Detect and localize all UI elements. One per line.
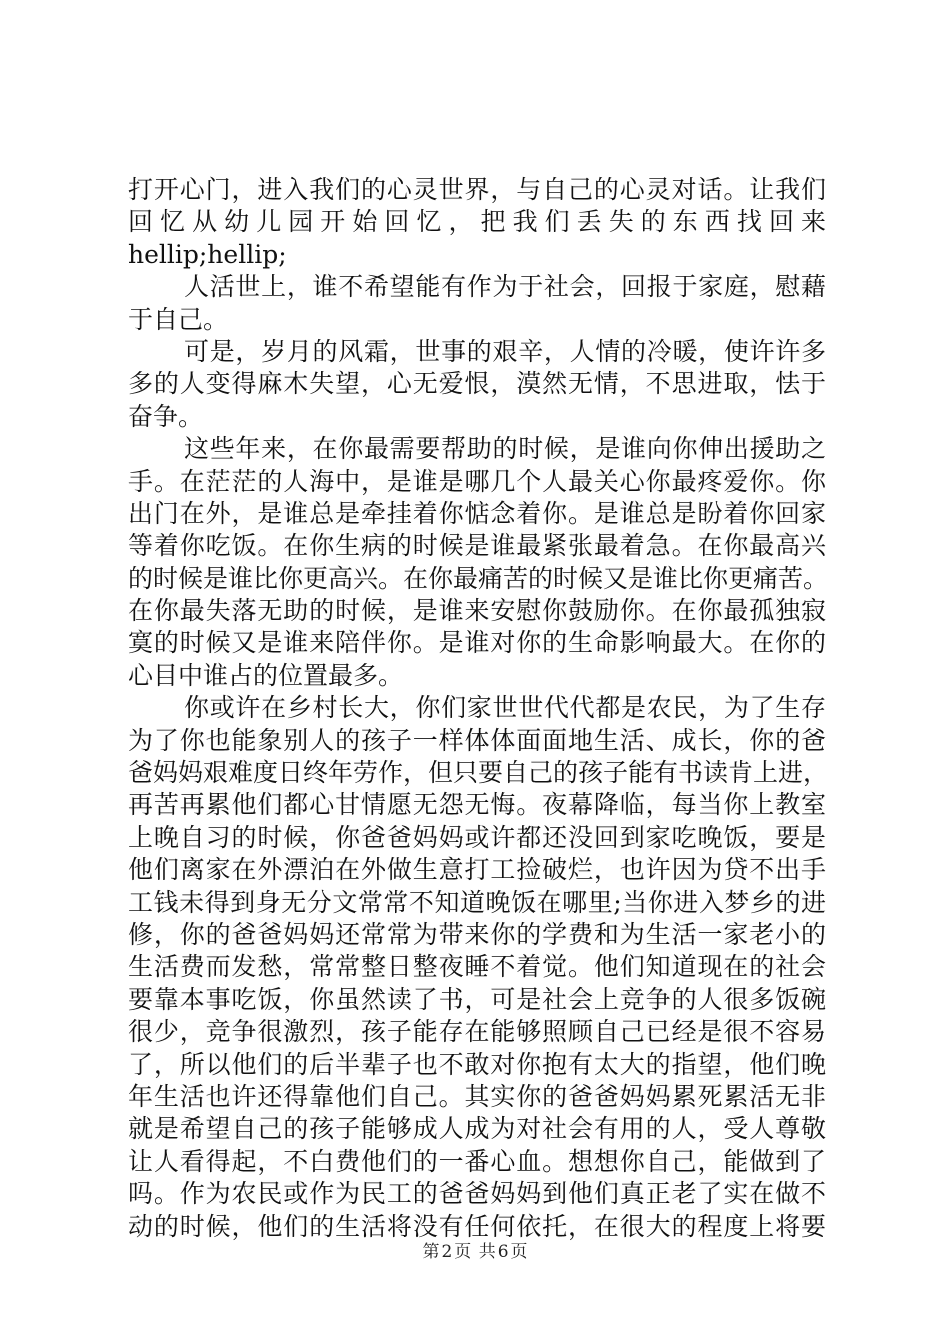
text-line: 等着你吃饭。在你生病的时候是谁最紧张最着急。在你最高兴: [128, 531, 826, 561]
total-suffix: 页: [510, 1242, 528, 1262]
text-line: 让人看得起，不白费他们的一番心血。想想你自己，能做到了: [128, 1146, 826, 1176]
text-line: 工钱未得到身无分文常常不知道晚饭在哪里;当你进入梦乡的进: [128, 887, 826, 917]
text-line: 修，你的爸爸妈妈还常常为带来你的学费和为生活一家老小的: [128, 919, 826, 949]
text-line: 寞的时候又是谁来陪伴你。是谁对你的生命影响最大。在你的: [128, 628, 826, 658]
text-line: 打开心门，进入我们的心灵世界，与自己的心灵对话。让我们: [128, 175, 826, 204]
text-line: 出门在外，是谁总是牵挂着你惦念着你。是谁总是盼着你回家: [128, 498, 826, 528]
text-line: 爸妈妈艰难度日终年劳作，但只要自己的孩子能有书读肯上进，: [128, 758, 829, 788]
text-line: 年生活也许还得靠他们自己。其实你的爸爸妈妈累死累活无非: [128, 1081, 826, 1111]
page-prefix: 第: [422, 1242, 440, 1262]
text-line: 上晚自习的时候，你爸爸妈妈或许都还没回到家吃晚饭，要是: [128, 822, 826, 852]
text-line: 了，所以他们的后半辈子也不敢对你抱有太大的指望，他们晚: [128, 1049, 826, 1079]
text-line: 很少，竞争很激烈，孩子能存在能够照顾自己已经是很不容易: [128, 1017, 826, 1047]
text-line: 他们离家在外漂泊在外做生意打工捡破烂，也许因为贷不出手: [128, 855, 826, 885]
text-line: 可是，岁月的风霜，世事的艰辛，人情的冷暖，使许许多: [184, 336, 826, 366]
text-line: 这些年来，在你最需要帮助的时候，是谁向你伸出援助之: [184, 434, 826, 464]
text-line: 为了你也能象别人的孩子一样体体面面地生活、成长，你的爸: [128, 725, 826, 755]
text-line: 要靠本事吃饭，你虽然读了书，可是社会上竞争的人很多饭碗: [128, 984, 826, 1014]
text-line: 你或许在乡村长大，你们家世世代代都是农民，为了生存: [184, 693, 826, 723]
text-line: 人活世上，谁不希望能有作为于社会，回报于家庭，慰藉: [184, 272, 826, 302]
text-line: 回忆从幼儿园开始回忆，把我们丢失的东西找回来: [128, 207, 826, 237]
text-line: 于自己。: [128, 304, 229, 334]
text-line: 奋争。: [128, 401, 204, 431]
text-line: 在你最失落无助的时候，是谁来安慰你鼓励你。在你最孤独寂: [128, 596, 826, 626]
text-line: 动的时候，他们的生活将没有任何依托，在很大的程度上将要: [128, 1211, 826, 1241]
text-line: 心目中谁占的位置最多。: [128, 660, 404, 690]
text-line: 再苦再累他们都心甘情愿无怨无悔。夜幕降临，每当你上教室: [128, 790, 826, 820]
text-line: 手。在茫茫的人海中，是谁是哪几个人最关心你最疼爱你。你: [128, 466, 826, 496]
page-number: 2: [441, 1242, 453, 1262]
text-line: 生活费而发愁，常常整日整夜睡不着觉。他们知道现在的社会: [128, 952, 826, 982]
total-pages: 6: [497, 1242, 509, 1262]
text-line: 就是希望自己的孩子能够成人成为对社会有用的人，受人尊敬: [128, 1114, 826, 1144]
total-prefix: 共: [478, 1242, 496, 1262]
page-footer: [0, 1241, 950, 1263]
page-suffix: 页: [454, 1242, 472, 1262]
text-line: 多的人变得麻木失望，心无爱恨，漠然无情，不思进取，怯于: [128, 369, 826, 399]
text-line: 吗。作为农民或作为民工的爸爸妈妈到他们真正老了实在做不: [128, 1179, 826, 1209]
text-line: hellip;hellip;: [128, 239, 287, 269]
text-line: 的时候是谁比你更高兴。在你最痛苦的时候又是谁比你更痛苦。: [128, 563, 829, 593]
body-text: [128, 174, 829, 1243]
